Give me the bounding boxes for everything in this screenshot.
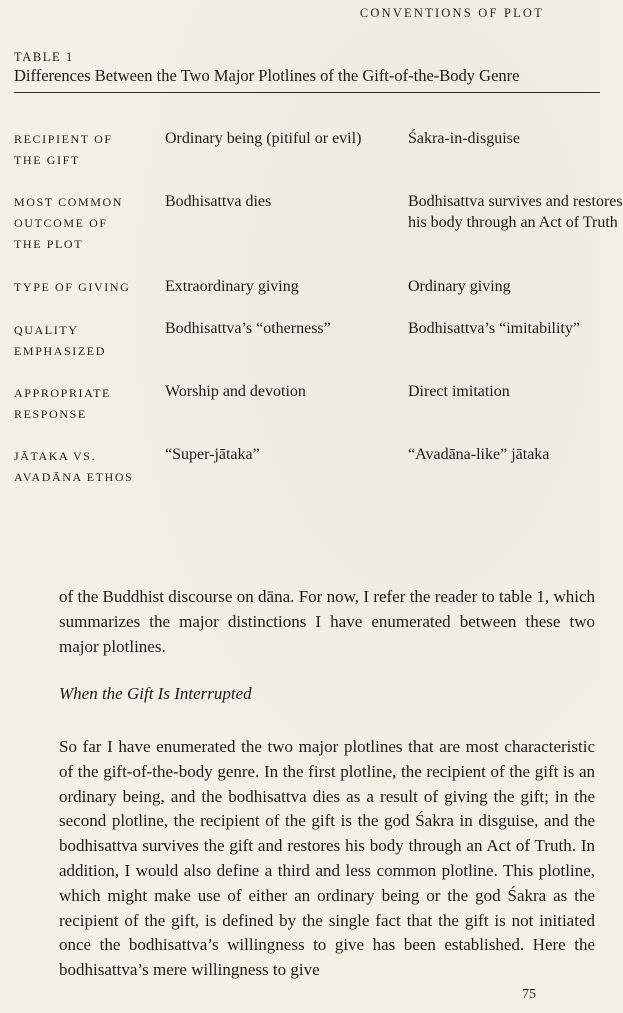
row-label: APPROPRIATE RESPONSE [14, 386, 111, 421]
cell-extraordinary-plot: “Super-jātaka” [165, 446, 260, 463]
row-label: QUALITY EMPHASIZED [14, 323, 107, 358]
row-label: TYPE OF GIVING [14, 280, 131, 294]
cell-ordinary-plot: Bodhisattva survives and restores his body through an Act of Truth [408, 193, 623, 231]
cell-extraordinary-plot: Ordinary being (pitiful or evil) [165, 130, 362, 147]
cell-ordinary-plot: Śakra-in-disguise [408, 130, 520, 147]
cell-extraordinary-plot: Bodhisattva’s “otherness” [165, 320, 331, 337]
row-label: MOST COMMON OUTCOME OF THE PLOT [14, 195, 124, 251]
row-label: RECIPIENT OF THE GIFT [14, 132, 113, 167]
cell-ordinary-plot: Direct imitation [408, 383, 510, 400]
cell-extraordinary-plot: Worship and devotion [165, 383, 306, 400]
body-paragraph: So far I have enumerated the two major plotlines that are most characteristic of the gift-of-the-body genre. In the first plotline, the recipient of the gift is an ordinary being, and the bodhisattva dies as a result of giving the gift; in the second plotline, the recipient of the gift is the god Śakra in disguise, and the bodhisattva survives the gift and restores his body through an Act of Truth. In addition, I would also define a third and less common plotline. This plotline, which might make use of either an ordinary being or the god Śakra as the recipient of the gift, is defined by the single fact that the gift is not initiated once the bodhisattva’s willingness to give has been established. Here the bodhisattva’s mere willingness to give [59, 737, 595, 980]
running-head: CONVENTIONS OF PLOT [359, 6, 544, 20]
cell-ordinary-plot: Ordinary giving [408, 278, 511, 295]
table-title: Differences Between the Two Major Plotlines of the Gift-of-the-Body Genre [14, 66, 520, 85]
page-number: 75 [522, 987, 536, 1002]
cell-extraordinary-plot: Extraordinary giving [165, 278, 299, 295]
row-label: JĀTAKA VS. AVADĀNA ETHOS [14, 449, 134, 484]
cell-extraordinary-plot: Bodhisattva dies [165, 193, 272, 210]
cell-ordinary-plot: “Avadāna-like” jātaka [408, 446, 550, 463]
section-heading: When the Gift Is Interrupted [59, 684, 252, 703]
table-top-rule [14, 92, 600, 93]
body-paragraph: of the Buddhist discourse on dāna. For now, I refer the reader to table 1, which summarizes the major distinctions I have enumerated between these two major plotlines. [59, 587, 595, 656]
table-number: TABLE 1 [14, 50, 74, 64]
cell-ordinary-plot: Bodhisattva’s “imitability” [408, 320, 580, 337]
